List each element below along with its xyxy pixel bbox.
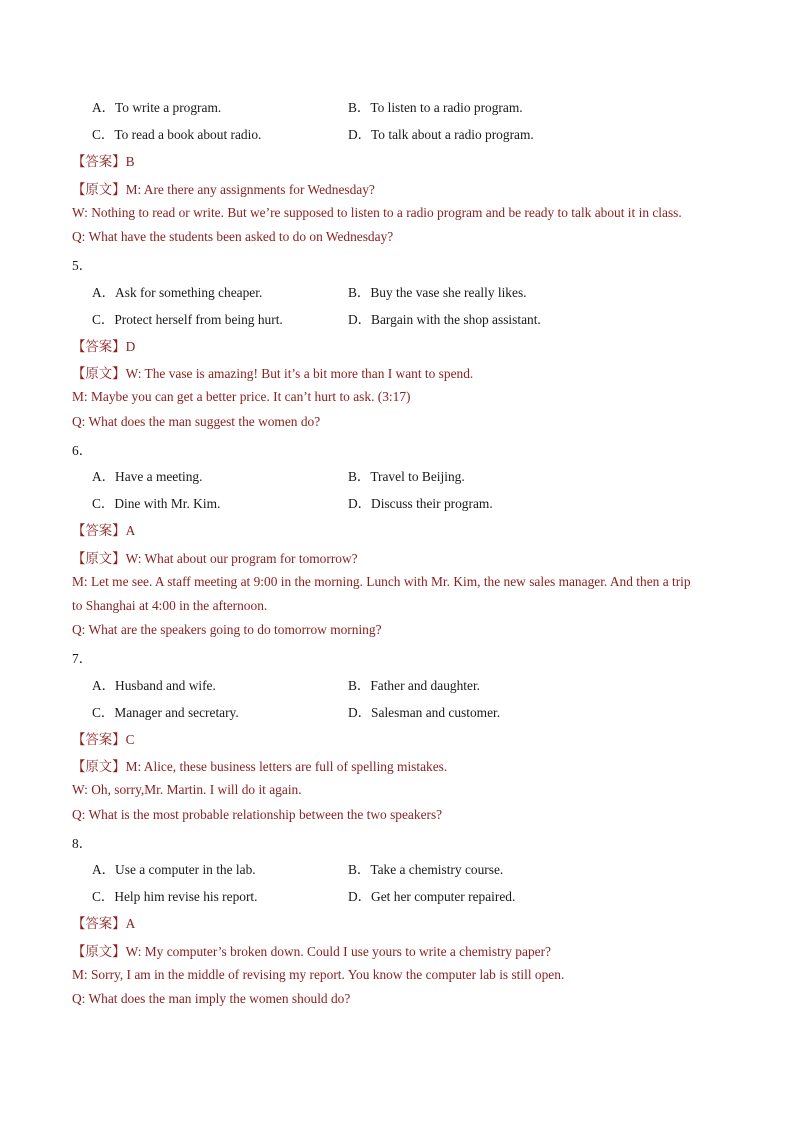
transcript-line: W: Nothing to read or write. But we’re supposed to listen to a radio program and be ready to talk about it in class. [72,205,682,220]
option-a: A．Use a computer in the lab. [92,862,256,877]
transcript-line: M: Sorry, I am in the middle of revising my report. You know the computer lab is still open. [72,967,565,982]
transcript-line: 【原文】M: Are there any assignments for Wednesday? [72,182,375,197]
option-row [92,466,732,485]
option-row [92,493,732,512]
option-c: C．Dine with Mr. Kim. [92,496,221,511]
option-b: B．Take a chemistry course. [348,862,504,877]
transcript-line: Q: What are the speakers going to do tomorrow morning? [72,622,382,637]
answer-value: C [125,732,135,747]
option-row [92,309,732,328]
option-b: B．Travel to Beijing. [348,469,465,484]
option-d: D．Bargain with the shop assistant. [348,312,541,327]
answer-value: D [125,339,136,354]
transcript-label: 【原文】 [72,944,126,959]
answer-label: 【答案】 [72,154,126,169]
question-number: 6． [72,443,93,458]
answer-label: 【答案】 [72,732,126,747]
answer-line [72,913,135,932]
answer-label: 【答案】 [72,339,126,354]
transcript-line: M: Maybe you can get a better price. It can’t hurt to ask. (3:17) [72,389,411,404]
transcript-line: W: Oh, sorry,Mr. Martin. I will do it again. [72,782,302,797]
option-a: A．Husband and wife. [92,678,216,693]
transcript-line: Q: What does the man suggest the women do? [72,414,321,429]
transcript-line: to Shanghai at 4:00 in the afternoon. [72,598,268,613]
transcript-line: 【原文】W: My computer’s broken down. Could I use yours to write a chemistry paper? [72,944,551,959]
option-row [92,702,732,721]
option-row [92,859,732,878]
option-b: B．Buy the vase she really likes. [348,285,527,300]
option-b: B．To listen to a radio program. [348,100,523,115]
option-d: D．Salesman and customer. [348,705,501,720]
option-c: C．To read a book about radio. [92,127,262,142]
answer-line [72,336,135,355]
option-row [92,124,732,143]
transcript-line: M: Let me see. A staff meeting at 9:00 in the morning. Lunch with Mr. Kim, the new sales manager. And then a trip [72,574,691,589]
transcript-label: 【原文】 [72,182,126,197]
option-d: D．Discuss their program. [348,496,493,511]
answer-line [72,151,135,170]
answer-line [72,520,135,539]
answer-value: A [125,523,136,538]
option-d: D．Get her computer repaired. [348,889,516,904]
transcript-line: Q: What is the most probable relationship between the two speakers? [72,807,443,822]
transcript-label: 【原文】 [72,551,126,566]
option-row [92,886,732,905]
option-b: B．Father and daughter. [348,678,481,693]
question-number: 7． [72,651,93,666]
option-c: C．Protect herself from being hurt. [92,312,283,327]
option-d: D．To talk about a radio program. [348,127,534,142]
transcript-label: 【原文】 [72,366,126,381]
answer-label: 【答案】 [72,523,126,538]
answer-line [72,729,135,748]
transcript-line: 【原文】W: The vase is amazing! But it’s a bit more than I want to spend. [72,366,474,381]
question-number: 5． [72,258,93,273]
transcript-line: 【原文】W: What about our program for tomorrow? [72,551,358,566]
transcript-line: Q: What have the students been asked to do on Wednesday? [72,229,394,244]
option-c: C．Manager and secretary. [92,705,239,720]
answer-value: B [125,154,135,169]
option-row [92,675,732,694]
transcript-label: 【原文】 [72,759,126,774]
option-row [92,97,732,116]
option-a: A．Have a meeting. [92,469,203,484]
transcript-line: 【原文】M: Alice, these business letters are full of spelling mistakes. [72,759,448,774]
option-a: A．To write a program. [92,100,222,115]
answer-label: 【答案】 [72,916,126,931]
question-number: 8． [72,836,93,851]
answer-value: A [125,916,136,931]
option-row [92,282,732,301]
option-a: A．Ask for something cheaper. [92,285,263,300]
option-c: C．Help him revise his report. [92,889,258,904]
transcript-line: Q: What does the man imply the women should do? [72,991,351,1006]
